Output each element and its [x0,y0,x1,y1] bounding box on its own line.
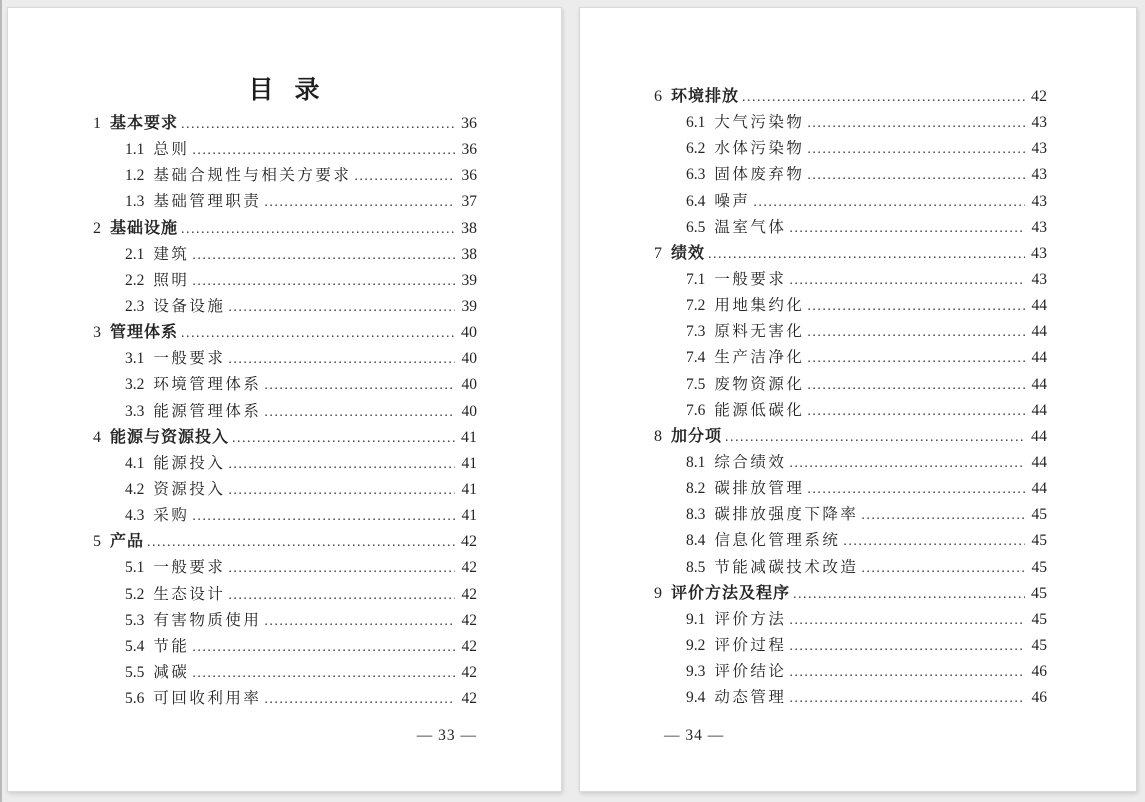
toc-entry-title: 建筑 [153,245,190,263]
dot-leader [753,190,1025,216]
toc-entry-page: 46 [1031,663,1047,681]
dot-leader [807,346,1025,372]
toc-entry-page: 45 [1031,506,1047,524]
toc-entry-number: 9.1 [686,610,706,628]
toc-entry-page: 44 [1031,323,1047,341]
toc-entry-number: 7.6 [686,401,706,419]
toc-entry-number: 6.3 [686,166,706,184]
toc-entry-title: 温室气体 [714,218,787,236]
toc-entry-title: 生态设计 [153,585,226,603]
toc-entry-page: 40 [461,402,477,420]
toc-entry [93,660,477,686]
toc-entry-title: 有害物质使用 [153,611,262,629]
toc-entry-number: 7.1 [686,270,706,288]
toc-entry-number: 4.2 [125,480,145,498]
toc-entry [654,398,1047,424]
toc-entry [654,476,1047,502]
toc-entry-number: 2 [93,219,101,237]
dot-leader [264,687,455,713]
toc-entry [654,189,1047,215]
toc-entry [93,399,477,425]
dot-leader [181,321,455,347]
toc-entry-page: 36 [461,167,477,185]
dot-leader [807,477,1025,503]
toc-entry-number: 8.3 [686,506,706,524]
toc-entry [654,633,1047,659]
dot-leader [192,635,455,661]
toc-entry-title: 碳排放管理 [714,480,805,498]
toc-entry-title: 生产洁净化 [714,349,805,367]
toc-entry [93,189,477,215]
toc-entry-page: 40 [461,376,477,394]
toc-entry-page: 44 [1031,375,1047,393]
dot-leader [228,452,455,478]
toc-entry [654,528,1047,554]
toc-entry-number: 6.4 [686,192,706,210]
dot-leader [807,320,1025,346]
toc-entry [654,319,1047,345]
dot-leader [789,451,1025,477]
dot-leader [181,217,455,243]
dot-leader [789,660,1025,686]
toc-entry-number: 1.3 [125,193,145,211]
toc-entry [654,450,1047,476]
toc-entry-page: 41 [461,428,477,446]
dot-leader [228,478,455,504]
toc-entry-title: 水体污染物 [714,140,805,158]
toc-entry-page: 45 [1031,532,1047,550]
dot-leader [264,190,455,216]
dot-leader [807,373,1025,399]
toc-entry [93,111,477,137]
toc-entry [654,372,1047,398]
toc-entry-page: 43 [1031,244,1047,262]
toc-entry-number: 7 [654,244,662,262]
toc-entry-title: 原料无害化 [714,323,805,341]
toc-entry-page: 43 [1031,166,1047,184]
toc-entry-number: 3 [93,324,101,342]
toc-entry-page: 43 [1031,114,1047,132]
dot-leader [264,373,455,399]
toc-entry [654,241,1047,267]
toc-entry-number: 3.3 [125,402,145,420]
dot-leader [708,242,1025,268]
toc-entry [654,659,1047,685]
toc-entry-page: 42 [461,585,477,603]
toc-entry [654,424,1047,450]
toc-entry-title: 一般要求 [153,350,226,368]
toc-entry-title: 环境排放 [671,88,740,105]
toc-entry-title: 基础合规性与相关方要求 [153,167,352,185]
toc-entry-number: 9.2 [686,636,706,654]
toc-entry [93,216,477,242]
toc-entry-title: 一般要求 [153,559,226,577]
toc-entry-number: 5.1 [125,559,145,577]
toc-entry [93,320,477,346]
toc-entry-number: 3.1 [125,350,145,368]
toc-entry [93,634,477,660]
toc-entry-page: 43 [1031,270,1047,288]
toc-entry [654,345,1047,371]
toc-entry [654,555,1047,581]
toc-entry-number: 7.2 [686,297,706,315]
toc-entry-number: 7.3 [686,323,706,341]
toc-entry-page: 41 [461,454,477,472]
toc-entry-title: 加分项 [671,427,723,445]
dot-leader [742,85,1025,111]
toc-entry-page: 42 [461,637,477,655]
toc-entry-page: 44 [1031,453,1047,471]
dot-leader [192,504,455,530]
dot-leader [192,138,455,164]
toc-entry-page: 44 [1031,480,1047,498]
toc-entry-page: 45 [1031,558,1047,576]
dot-leader [228,583,455,609]
toc-entry-title: 节能 [153,637,190,655]
toc-entry [654,293,1047,319]
toc-entry-number: 2.1 [125,245,145,263]
toc-entry-title: 评价方法 [714,610,787,628]
toc-entry-number: 1 [93,115,101,132]
toc-entry [93,503,477,529]
dot-leader [789,686,1025,712]
toc-entry-title: 能源投入 [153,454,226,472]
toc-entry-title: 能源管理体系 [153,402,262,420]
dot-leader [807,399,1025,425]
toc-entry [93,555,477,581]
dot-leader [807,111,1025,137]
dot-leader [264,400,455,426]
document-page-34 [579,7,1137,792]
dot-leader [228,556,455,582]
toc-entry-page: 42 [461,611,477,629]
toc-entry-title: 碳排放强度下降率 [714,506,859,524]
toc-entry-page: 40 [461,350,477,368]
toc-entry-page: 46 [1031,689,1047,707]
toc-entry-title: 信息化管理系统 [714,532,841,550]
page-number-footer: — 34 — [664,727,725,744]
toc-entry-number: 5.6 [125,690,145,708]
toc-entry-page: 39 [461,297,477,315]
toc-entry-page: 43 [1031,192,1047,210]
toc-entry-title: 能源低碳化 [714,401,805,419]
toc-entry-title: 环境管理体系 [153,376,262,394]
toc-entry-page: 42 [461,663,477,681]
toc-entry-number: 8.5 [686,558,706,576]
dot-leader [232,426,455,452]
toc-entry-number: 5.5 [125,663,145,681]
dot-leader [807,294,1025,320]
dot-leader [807,163,1025,189]
toc-entry-title: 采购 [153,507,190,525]
toc-entry-page: 44 [1031,401,1047,419]
toc-entry-page: 43 [1031,140,1047,158]
toc-entry-title: 固体废弃物 [714,166,805,184]
page-number-footer: — 33 — [416,727,477,744]
toc-entry-number: 2.2 [125,271,145,289]
toc-entry-title: 评价结论 [714,663,787,681]
toc-entry-number: 6.1 [686,114,706,132]
toc-entry [654,162,1047,188]
dot-leader [843,529,1025,555]
toc-entry-title: 产品 [110,533,145,551]
toc-entry-page: 44 [1031,349,1047,367]
toc-entry-title: 管理体系 [110,324,179,342]
toc-list-left [93,111,477,712]
toc-entry-title: 评价过程 [714,636,787,654]
toc-entry [93,268,477,294]
toc-entry-number: 6 [654,88,662,105]
toc-entry-title: 能源与资源投入 [110,428,230,446]
toc-entry-page: 44 [1031,427,1047,445]
toc-entry [93,163,477,189]
toc-entry-number: 4 [93,428,101,446]
dot-leader [228,295,455,321]
toc-entry-number: 1.1 [125,141,145,159]
toc-entry [654,110,1047,136]
toc-entry-number: 3.2 [125,376,145,394]
toc-entry-title: 设备设施 [153,297,226,315]
toc-entry-number: 8 [654,427,662,445]
toc-entry-title: 综合绩效 [714,453,787,471]
toc-entry-page: 45 [1031,610,1047,628]
toc-entry-title: 资源投入 [153,480,226,498]
toc-entry [654,607,1047,633]
toc-entry-number: 4.3 [125,507,145,525]
toc-entry [93,242,477,268]
toc-entry-page: 36 [461,141,477,159]
toc-list-right [654,84,1047,711]
toc-entry [93,529,477,555]
toc-entry-number: 7.4 [686,349,706,367]
toc-entry [93,608,477,634]
toc-entry-page: 45 [1031,636,1047,654]
toc-entry-title: 绩效 [671,244,706,262]
document-page-33 [7,7,562,792]
dot-leader [861,503,1025,529]
toc-entry-number: 6.5 [686,218,706,236]
toc-entry-title: 评价方法及程序 [671,584,791,602]
toc-entry-title: 基础设施 [110,219,179,237]
dot-leader [861,556,1025,582]
dot-leader [147,530,455,556]
dot-leader [228,347,455,373]
toc-entry-number: 5 [93,533,101,551]
toc-entry-title: 减碳 [153,663,190,681]
toc-entry-number: 5.4 [125,637,145,655]
toc-entry-number: 2.3 [125,297,145,315]
toc-entry [654,267,1047,293]
toc-entry-page: 42 [1031,88,1047,105]
toc-entry-page: 39 [461,271,477,289]
toc-entry-number: 6.2 [686,140,706,158]
toc-title: 目 录 [248,76,321,104]
toc-entry [654,685,1047,711]
dot-leader [793,582,1025,608]
toc-entry [654,215,1047,241]
viewer-left-edge [0,0,2,802]
toc-entry-title: 基础管理职责 [153,193,262,211]
toc-entry-page: 36 [461,115,477,132]
toc-entry [93,582,477,608]
dot-leader [354,164,455,190]
toc-entry-number: 9.4 [686,689,706,707]
toc-entry [93,346,477,372]
toc-entry [654,502,1047,528]
toc-entry-page: 45 [1031,584,1047,602]
toc-entry-page: 42 [461,690,477,708]
toc-entry-page: 37 [461,193,477,211]
toc-entry-page: 38 [461,245,477,263]
toc-entry [93,451,477,477]
toc-entry-title: 废物资源化 [714,375,805,393]
dot-leader [789,216,1025,242]
toc-entry-title: 照明 [153,271,190,289]
toc-entry-title: 基本要求 [110,115,179,132]
toc-entry-title: 一般要求 [714,270,787,288]
dot-leader [789,608,1025,634]
toc-entry [93,137,477,163]
toc-entry [654,136,1047,162]
toc-entry-number: 5.3 [125,611,145,629]
dot-leader [807,137,1025,163]
dot-leader [725,425,1025,451]
toc-entry [654,84,1047,110]
toc-entry-page: 42 [461,559,477,577]
dot-leader [192,243,455,269]
toc-entry-page: 43 [1031,218,1047,236]
toc-entry [93,294,477,320]
toc-entry-title: 用地集约化 [714,297,805,315]
toc-entry-title: 大气污染物 [714,114,805,132]
toc-entry-number: 7.5 [686,375,706,393]
dot-leader [789,634,1025,660]
toc-entry [93,477,477,503]
toc-entry-number: 8.1 [686,453,706,471]
toc-entry-number: 9 [654,584,662,602]
toc-entry-number: 5.2 [125,585,145,603]
dot-leader [789,268,1025,294]
toc-entry [654,581,1047,607]
toc-entry [93,372,477,398]
toc-entry-page: 41 [461,480,477,498]
toc-entry-number: 8.2 [686,480,706,498]
toc-entry-page: 42 [461,533,477,551]
dot-leader [181,112,455,138]
toc-entry-title: 可回收利用率 [153,690,262,708]
toc-entry-page: 41 [461,507,477,525]
dot-leader [264,609,455,635]
dot-leader [192,661,455,687]
toc-entry-page: 38 [461,219,477,237]
toc-entry-number: 4.1 [125,454,145,472]
toc-entry-title: 总则 [153,141,190,159]
toc-entry-number: 8.4 [686,532,706,550]
toc-entry [93,686,477,712]
toc-entry-page: 40 [461,324,477,342]
toc-entry-title: 噪声 [714,192,751,210]
toc-entry-page: 44 [1031,297,1047,315]
toc-entry-number: 1.2 [125,167,145,185]
toc-entry-number: 9.3 [686,663,706,681]
dot-leader [192,269,455,295]
toc-entry [93,425,477,451]
toc-entry-title: 动态管理 [714,689,787,707]
toc-entry-title: 节能减碳技术改造 [714,558,859,576]
